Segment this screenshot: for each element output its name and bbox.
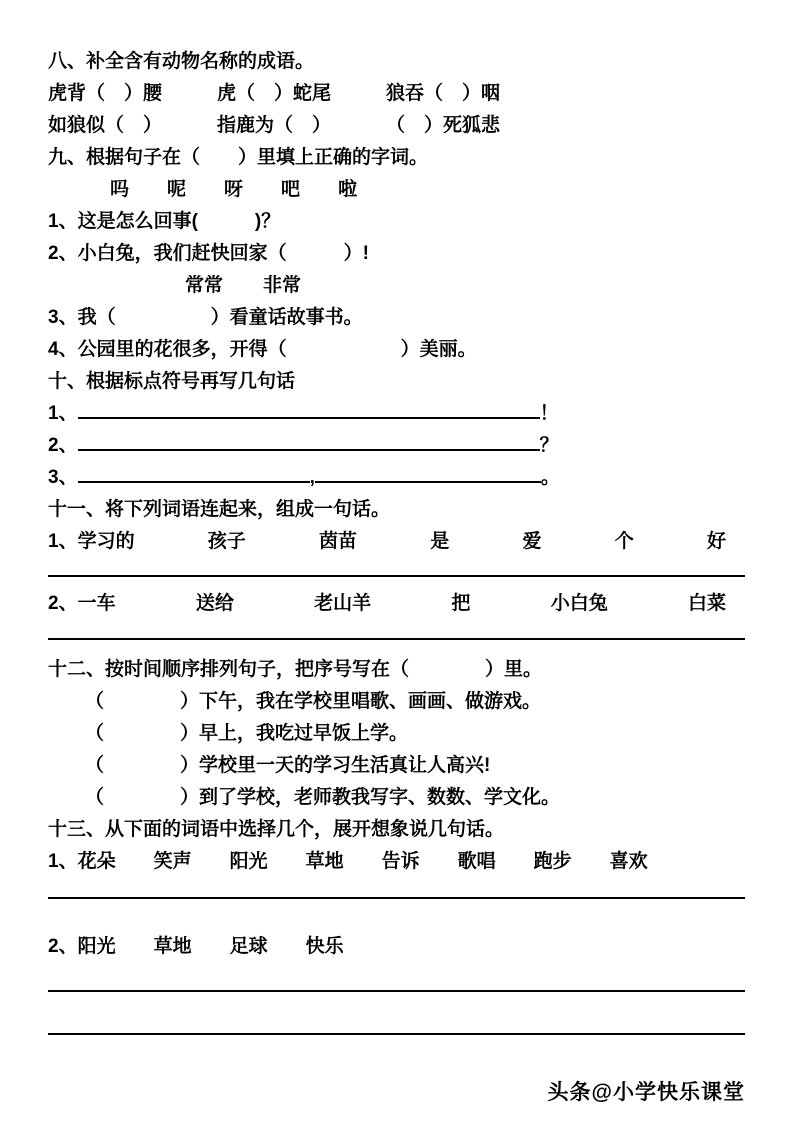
punctuation-mark: ！ [539, 403, 559, 424]
word-item: 快乐 [305, 936, 344, 957]
word-bank-item: 常常 [185, 275, 224, 296]
word-item: 把 [451, 593, 471, 614]
section-12-heading: 十二、按时间顺序排列句子，把序号写在（ ）里。 [48, 659, 543, 680]
word-item: 阳光 [229, 851, 268, 872]
section-11-heading: 十一、将下列词语连起来，组成一句话。 [48, 499, 391, 520]
idiom-item: 指鹿为（ ） [217, 115, 332, 136]
idiom-item: 如狼似（ ） [48, 115, 163, 136]
word-bank-item: 吧 [281, 179, 301, 200]
word-item: 个 [614, 531, 634, 552]
word-item: 1、花朵 [48, 851, 116, 872]
order-item-1: （ ）下午，我在学校里唱歌、画画、做游戏。 [85, 691, 542, 712]
punctuation-item-2 [48, 430, 745, 462]
word-item: 2、阳光 [48, 936, 116, 957]
word-item: 歌唱 [457, 851, 496, 872]
watermark-footer: 头条@小学快乐课堂 [547, 1081, 745, 1104]
word-item: 小白兔 [550, 593, 608, 614]
blank-line [315, 481, 541, 483]
word-item: 爱 [522, 531, 542, 552]
section-8-heading: 八、补全含有动物名称的成语。 [48, 51, 315, 72]
idiom-item: （ ）死狐悲 [386, 115, 501, 136]
item-number: 3、 [48, 467, 78, 488]
blank-line [78, 417, 540, 419]
arrange-row-2 [48, 588, 726, 620]
answer-line [48, 878, 745, 899]
punctuation-mark: ？ [539, 435, 559, 456]
question-2: 2、小白兔，我们赶快回家（ ）! [48, 243, 369, 264]
word-bank-item: 非常 [263, 275, 302, 296]
question-4: 4、公园里的花很多，开得（ ）美丽。 [48, 339, 477, 360]
word-item: 喜欢 [609, 851, 648, 872]
arrange-row-1 [48, 526, 726, 558]
word-bank-item: 啦 [338, 179, 358, 200]
word-item: 跑步 [533, 851, 572, 872]
answer-line [48, 963, 745, 992]
answer-line [48, 992, 745, 1035]
section-13-heading: 十三、从下面的词语中选择几个，展开想象说几句话。 [48, 819, 505, 840]
word-bank-item: 呢 [167, 179, 187, 200]
idiom-row-1 [48, 78, 745, 110]
question-1: 1、这是怎么回事( )？ [48, 211, 281, 232]
word-item: 告诉 [381, 851, 420, 872]
item-number: 1、 [48, 403, 78, 424]
idiom-item: 虎（ ）蛇尾 [217, 83, 332, 104]
word-bank-item: 吗 [110, 179, 130, 200]
punctuation-item-3 [48, 462, 745, 494]
word-item: 草地 [153, 936, 192, 957]
word-item: 1、学习的 [48, 531, 135, 552]
word-bank-2 [48, 270, 745, 302]
order-item-4: （ ）到了学校，老师教我写字、数数、学文化。 [85, 787, 561, 808]
blank-line [78, 449, 540, 451]
word-bank-1 [48, 174, 745, 206]
word-item: 好 [706, 531, 726, 552]
word-item: 草地 [305, 851, 344, 872]
blank-line [78, 481, 310, 483]
idiom-item: 虎背（ ）腰 [48, 83, 163, 104]
idiom-item: 狼吞（ ）咽 [386, 83, 501, 104]
punctuation-mark: , [309, 467, 315, 488]
item-number: 2、 [48, 435, 78, 456]
section-9-heading: 九、根据句子在（ ）里填上正确的字词。 [48, 147, 429, 168]
word-item: 足球 [229, 936, 268, 957]
imagine-words-2 [48, 931, 745, 963]
order-item-2: （ ）早上，我吃过早饭上学。 [85, 723, 409, 744]
punctuation-item-1 [48, 398, 745, 430]
answer-line [48, 620, 745, 640]
word-item: 2、一车 [48, 593, 116, 614]
idiom-row-2 [48, 110, 745, 142]
punctuation-mark: 。 [540, 467, 560, 488]
question-3: 3、我（ ）看童话故事书。 [48, 307, 363, 328]
word-item: 茵苗 [319, 531, 358, 552]
word-item: 白菜 [687, 593, 726, 614]
word-item: 是 [430, 531, 450, 552]
word-item: 孩子 [207, 531, 246, 552]
word-bank-item: 呀 [224, 179, 244, 200]
word-item: 送给 [195, 593, 234, 614]
order-item-3: （ ）学校里一天的学习生活真让人高兴! [85, 755, 491, 776]
imagine-words-1 [48, 846, 745, 878]
word-item: 笑声 [153, 851, 192, 872]
word-item: 老山羊 [314, 593, 372, 614]
section-10-heading: 十、根据标点符号再写几句话 [48, 371, 296, 392]
answer-line [48, 558, 745, 577]
